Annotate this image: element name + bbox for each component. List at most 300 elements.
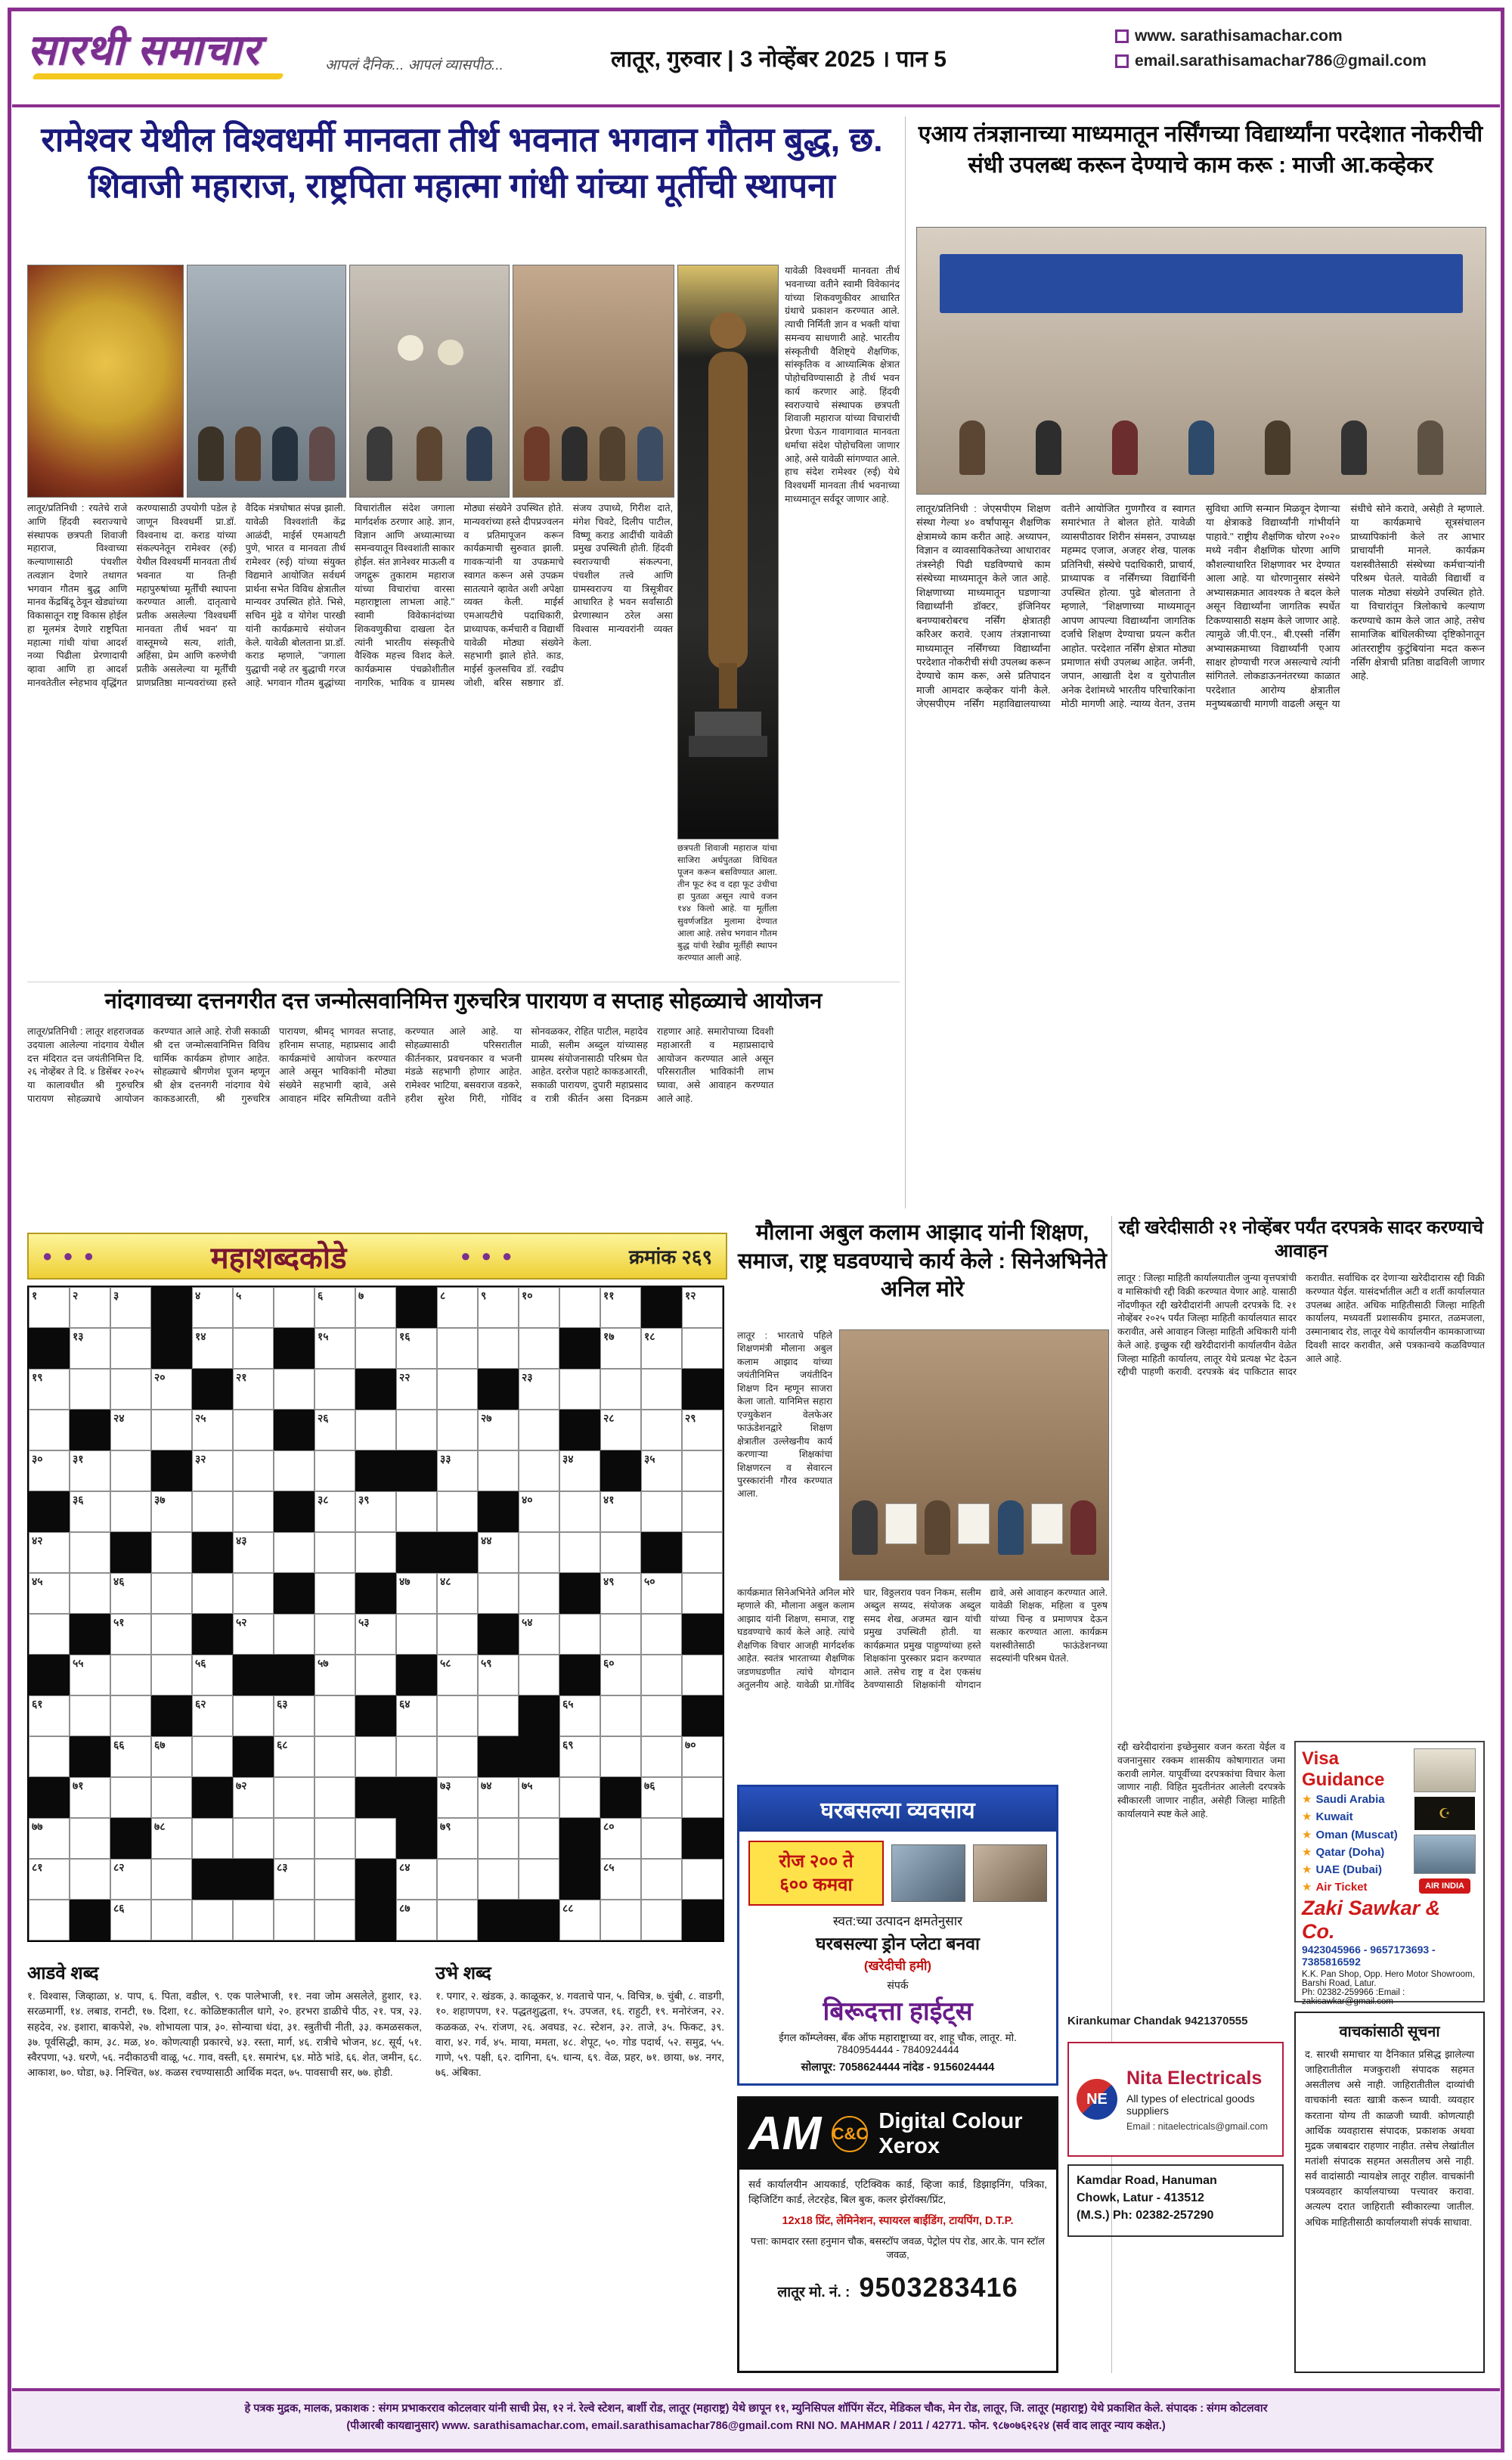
crossword-cell bbox=[192, 1491, 233, 1532]
zaki-address-1: K.K. Pan Shop, Opp. Hero Motor Showroom, Barshi Road, Latur. bbox=[1302, 1969, 1475, 1988]
crossword-black-cell bbox=[682, 1695, 723, 1736]
person-figure bbox=[198, 427, 224, 481]
crossword-cell-number: १८ bbox=[644, 1330, 655, 1342]
crossword-cell bbox=[110, 1777, 151, 1818]
dots-icon: ● ● ● bbox=[42, 1246, 98, 1265]
crossword-cell bbox=[233, 1695, 274, 1736]
visa-air-ticket-item: ★ Air Ticket bbox=[1302, 1881, 1368, 1894]
crossword-cell bbox=[151, 1410, 192, 1450]
crossword-cell bbox=[233, 1410, 274, 1450]
crossword-cell-number: ७ bbox=[358, 1289, 364, 1301]
crossword-cell bbox=[559, 1736, 600, 1777]
crossword-cell bbox=[192, 1695, 233, 1736]
crossword-black-cell bbox=[478, 1614, 519, 1655]
crossword-cell-number: १४ bbox=[195, 1330, 206, 1342]
crossword-cell bbox=[233, 1369, 274, 1410]
crossword-cell bbox=[192, 1328, 233, 1369]
cc-logo-icon: C&C bbox=[832, 2116, 868, 2152]
crossword-cell bbox=[600, 1818, 641, 1859]
crossword-cell-number: ४२ bbox=[32, 1534, 43, 1546]
crossword-cell bbox=[274, 1614, 314, 1655]
person-figure bbox=[1112, 420, 1138, 475]
person-figure bbox=[466, 427, 492, 481]
crossword-cell-number: ९ bbox=[481, 1289, 487, 1301]
footer bbox=[12, 2388, 1500, 2448]
contact-label: संपर्क bbox=[887, 1979, 909, 1992]
crossword-cell-number: ७६ bbox=[644, 1779, 655, 1791]
crossword-cell bbox=[110, 1859, 151, 1900]
masthead-underline bbox=[32, 73, 284, 79]
email-link[interactable]: email.sarathisamachar786@gmail.com bbox=[1135, 52, 1427, 70]
crossword-cell bbox=[110, 1736, 151, 1777]
crossword-cell bbox=[355, 1655, 396, 1695]
nandgaon-body: लातूर/प्रतिनिधी : लातूर शहराजवळ उदयाला आलेल्या नांदगाव येथील दत्त मंदिरात दत्त जयंतीनिमित्त दि. २६ नोव्हेंबर ते दि. ४ डिसेंबर २०२५ या कालावधीत श्री गुरुचरित्र पारायण सोहळ्याचे आयोजन करण्यात आले आहे. रोजी सकाळी श्री दत्त जन्मोत्सवानिमित्त विविध धार्मिक कार्यक्रम होणार आहेत. सोहळ्याचे श्रीगणेश पूजन म्हणून श्री क्षेत्र दत्तनगरी नांदगाव येथे काकडआरती, श्री गुरुचरित्र पारायण, श्रीमद् भागवत सप्ताह, हरिनाम सप्ताह, महाप्रसाद आदी कार्यक्रमांचे आयोजन करण्यात आले असून भाविकांनी मोठ्या संख्येने सहभागी व्हावे, असे आवाहन मंदिर समितीच्या वतीने करण्यात आले आहे. या सोहळ्यासाठी परिसरातील कीर्तनकार, प्रवचनकार व भजनी मंडळे सहभागी होणार आहेत. रामेश्वर भाटिया, बसवराज वडकरे, हरीश सुरेश गिरी, गोविंद सोनवळकर, रोहित पाटील, महादेव माळी, सलीम अब्दुल यांच्यासह ग्रामस्थ संयोजनासाठी परिश्रम घेत आहेत. दररोज पहाटे काकडआरती, सकाळी पारायण, दुपारी महाप्रसाद व रात्री कीर्तन असा दिनक्रम राहणार आहे. समारोपाच्या दिवशी महाआरती व महाप्रसादाचे आयोजन करण्यात आले असून परिसरातील भाविकांनी लाभ घ्यावा, असे आवाहन करण्यात आले आहे. bbox=[27, 1026, 774, 1104]
crossword-cell bbox=[437, 1287, 478, 1328]
crossword-black-cell bbox=[274, 1328, 314, 1369]
crossword-cell bbox=[29, 1369, 70, 1410]
crossword-cell-number: १७ bbox=[603, 1330, 615, 1342]
crossword-cell bbox=[274, 1777, 314, 1818]
crossword-cell bbox=[641, 1369, 682, 1410]
star-icon: ★ bbox=[1302, 1810, 1312, 1824]
earn-line-1: रोज २०० ते bbox=[779, 1851, 854, 1872]
crossword-cell-number: १५ bbox=[318, 1330, 329, 1342]
crossword-cell bbox=[233, 1532, 274, 1573]
crossword-cell bbox=[559, 1491, 600, 1532]
crossword-black-cell bbox=[519, 1695, 559, 1736]
nita-tagline: All types of electrical goods suppliers bbox=[1126, 2092, 1255, 2117]
nandgaon-headline: नांदगावच्या दत्तनगरीत दत्त जन्मोत्सवानिमित्त गुरुचरित्र पारायण व सप्ताह सोहळ्याचे आयोजन bbox=[104, 989, 823, 1013]
raddi-body: लातूर : जिल्हा माहिती कार्यालयातील जुन्या वृत्तपत्रांची व मासिकांची रद्दी विक्री करण्यात येणार आहे. यासाठी नोंदणीकृत रद्दी खरेदीदारांनी आपली दरपत्रके दि. २१ नोव्हेंबर २०२५ पर्यंत जिल्हा माहिती कार्यालयात सादर करावीत, असे आवाहन जिल्हा माहिती अधिकारी यांनी केले आहे. इच्छुक रद्दी खरेदीदारांनी कार्यालयीन वेळेत जिल्हा माहिती कार्यालय, लातूर येथे प्रत्यक्ष भेट देऊन रद्दीची पाहणी करावी. दरपत्रके बंद पाकिटात सादर करावीत. सर्वाधिक दर देणाऱ्या खरेदीदारास रद्दी विक्री करण्यात येईल. यासंदर्भातील अटी व शर्ती कार्यालयात उपलब्ध आहेत. अधिक माहितीसाठी जिल्हा माहिती कार्यालय, मध्यवर्ती प्रशासकीय इमारत, तळमजला, उस्मानाबाद रोड, लातूर येथे कार्यालयीन कामकाजाच्या दिवशी सादर करावीत, असे पत्रकान्वये कळविण्यात आले आहे. bbox=[1117, 1273, 1485, 1378]
crossword-cell-number: ४८ bbox=[440, 1575, 451, 1587]
crossword-cell bbox=[519, 1532, 559, 1573]
crossword-cell bbox=[396, 1410, 437, 1450]
calligraphy-image: ☪ bbox=[1414, 1797, 1475, 1830]
crossword-cell bbox=[110, 1410, 151, 1450]
crossword-cell bbox=[682, 1736, 723, 1777]
crossword-black-cell bbox=[396, 1777, 437, 1818]
nita-electricals-ad bbox=[1067, 2042, 1284, 2157]
crossword-cell bbox=[274, 1287, 314, 1328]
crossword-black-cell bbox=[233, 1655, 274, 1695]
crossword-cell bbox=[151, 1859, 192, 1900]
person-figure bbox=[959, 420, 985, 475]
crossword-black-cell bbox=[274, 1491, 314, 1532]
crossword-cell bbox=[110, 1614, 151, 1655]
am-logo: AM bbox=[748, 2108, 822, 2160]
crossword-black-cell bbox=[559, 1573, 600, 1614]
award-poster bbox=[885, 1503, 917, 1544]
ad-other-cities: सोलापूर: 7058624444 नांदेड - 9156024444 bbox=[801, 2061, 995, 2074]
crossword-cell bbox=[437, 1328, 478, 1369]
crossword-cell bbox=[29, 1287, 70, 1328]
crossword-cell-number: ५३ bbox=[358, 1616, 370, 1628]
crossword-cell bbox=[355, 1410, 396, 1450]
crossword-cell bbox=[110, 1695, 151, 1736]
crossword-cell bbox=[600, 1328, 641, 1369]
crossword-cell bbox=[151, 1777, 192, 1818]
crossword-cell bbox=[600, 1573, 641, 1614]
crossword-cell bbox=[110, 1655, 151, 1695]
kamdar-phone: (M.S.) Ph: 02382-257290 bbox=[1077, 2209, 1214, 2223]
crossword-cell bbox=[233, 1777, 274, 1818]
earn-line-2: ६०० कमवा bbox=[779, 1875, 853, 1896]
crossword-cell bbox=[641, 1491, 682, 1532]
zaki-sawkar-ad bbox=[1294, 1741, 1485, 2006]
zaki-phones: 9423045966 - 9657173693 - 7385816592 bbox=[1302, 1943, 1436, 1968]
crossword-black-cell bbox=[559, 1859, 600, 1900]
crossword-black-cell bbox=[559, 1818, 600, 1859]
crossword-cell-number: ४६ bbox=[113, 1575, 125, 1587]
crossword-cell-number: १६ bbox=[399, 1330, 411, 1342]
crossword-black-cell bbox=[70, 1736, 110, 1777]
crossword-cell bbox=[29, 1859, 70, 1900]
crossword-cell-number: ७० bbox=[685, 1739, 696, 1751]
crossword-cell-number: १२ bbox=[685, 1289, 696, 1301]
crossword-cell bbox=[437, 1818, 478, 1859]
crossword-black-cell bbox=[110, 1532, 151, 1573]
crossword-cell-number: ४९ bbox=[603, 1575, 615, 1587]
crossword-title: महाशब्दकोडे bbox=[210, 1241, 347, 1275]
people-figures bbox=[934, 420, 1469, 475]
crossword-cell bbox=[519, 1859, 559, 1900]
crossword-cell bbox=[437, 1491, 478, 1532]
crossword-cell bbox=[151, 1614, 192, 1655]
crossword-cell bbox=[478, 1532, 519, 1573]
gharbaslya-ad-title: घरबसल्या व्यवसाय bbox=[739, 1787, 1056, 1832]
crossword-cell bbox=[559, 1532, 600, 1573]
visa-country-item: ★ Oman (Muscat) bbox=[1302, 1828, 1398, 1841]
crossword-black-cell bbox=[192, 1532, 233, 1573]
crossword-cell-number: ४७ bbox=[399, 1575, 411, 1587]
gandhi-statue-photo bbox=[677, 265, 779, 839]
crossword-cell-number: २७ bbox=[481, 1412, 492, 1424]
crossword-black-cell bbox=[192, 1859, 233, 1900]
crossword-cell bbox=[314, 1573, 355, 1614]
crossword-cell bbox=[233, 1450, 274, 1491]
crossword-black-cell bbox=[641, 1532, 682, 1573]
crossword-black-cell bbox=[396, 1287, 437, 1328]
crossword-cell-number: ६६ bbox=[113, 1739, 125, 1751]
crossword-black-cell bbox=[192, 1614, 233, 1655]
birudatta-brand: बिरूदत्ता हाईट्स bbox=[823, 1997, 973, 2027]
crossword-cell bbox=[192, 1450, 233, 1491]
crossword-cell bbox=[151, 1532, 192, 1573]
crossword-cell bbox=[396, 1736, 437, 1777]
crossword-cell bbox=[274, 1532, 314, 1573]
crossword-cell bbox=[682, 1450, 723, 1491]
crossword-black-cell bbox=[600, 1450, 641, 1491]
crossword-cell bbox=[437, 1777, 478, 1818]
crossword-cell bbox=[314, 1450, 355, 1491]
crossword-cell bbox=[396, 1369, 437, 1410]
maulana-body-left: लातूर : भारताचे पहिले शिक्षणमंत्री मौलाना अबुल कलाम आझाद यांच्या जयंतीनिमित्त जयंतीदिन शिक्षण दिन म्हणून साजरा केला जातो. यानिमित्त सहारा एज्युकेशन वेलफेअर फाऊंडेशनद्वारे शिक्षण क्षेत्रातील उल्लेखनीय कार्य करणाऱ्या शिक्षकांचा शिक्षणरत्न व सेवारत्न पुरस्कारांनी गौरव करण्यात आला. bbox=[737, 1330, 832, 1500]
emblem-image bbox=[1414, 1748, 1476, 1792]
kamdar-address-box bbox=[1067, 2164, 1284, 2237]
buddha-statue-photo bbox=[27, 265, 184, 498]
crossword-cell bbox=[274, 1900, 314, 1940]
garlanding-photo bbox=[513, 265, 674, 498]
crossword-cell-number: ७२ bbox=[236, 1779, 247, 1791]
website-row bbox=[1115, 27, 1493, 45]
crossword-cell-number: ४ bbox=[195, 1289, 201, 1301]
ai-article-headline: एआय तंत्रज्ञानाच्या माध्यमातून नर्सिंगच्या विद्यार्थ्यांना परदेशात नोकरीची संधी उपलब्ध करून देण्याचे काम करू : माजी आ.कव्हेकर bbox=[918, 122, 1483, 178]
crossword-black-cell bbox=[641, 1287, 682, 1328]
crossword-cell bbox=[274, 1736, 314, 1777]
crossword-cell bbox=[682, 1859, 723, 1900]
crossword-cell bbox=[110, 1491, 151, 1532]
crossword-cell bbox=[29, 1410, 70, 1450]
notice-title: वाचकांसाठी सूचना bbox=[1339, 2024, 1440, 2040]
crossword-cell-number: ८८ bbox=[562, 1902, 574, 1914]
crossword-cell bbox=[192, 1410, 233, 1450]
crossword-cell bbox=[600, 1695, 641, 1736]
kirankumar-contact: Kirankumar Chandak 9421370555 bbox=[1067, 2015, 1248, 2027]
crossword-cell-number: ७३ bbox=[440, 1779, 451, 1791]
crossword-cell bbox=[70, 1573, 110, 1614]
visa-country-item: ★ Kuwait bbox=[1302, 1810, 1353, 1824]
statue-caption: छत्रपती शिवाजी महाराज यांचा साजिरा अर्धपुतळा विधिवत पूजन करून बसविण्यात आला. तीन फूट रुंद व दहा फूट उंचीचा हा पुतळा असून त्याचे वजन १४४ किलो आहे. या मूर्तीला सुवर्णजडित मुलामा देण्यात आला आहे. तसेच भगवान गौतम बुद्ध यांची रेखीव मूर्तीही स्थापन करण्यात आली आहे. bbox=[677, 844, 777, 963]
crossword-black-cell bbox=[233, 1859, 274, 1900]
crossword-black-cell bbox=[396, 1532, 437, 1573]
header-divider bbox=[12, 104, 1500, 107]
crossword-cell bbox=[600, 1491, 641, 1532]
crossword-cell bbox=[641, 1450, 682, 1491]
crossword-cell bbox=[437, 1900, 478, 1940]
person-figure bbox=[562, 427, 587, 481]
crossword-cell bbox=[314, 1777, 355, 1818]
crossword-cell-number: ३० bbox=[32, 1453, 43, 1465]
person-figure bbox=[1341, 420, 1367, 475]
crossword-cell-number: ८१ bbox=[32, 1861, 43, 1873]
crossword-cell-number: २१ bbox=[236, 1371, 247, 1383]
crossword-cell bbox=[641, 1736, 682, 1777]
crossword-cell bbox=[437, 1410, 478, 1450]
star-icon: ★ bbox=[1302, 1845, 1312, 1859]
crossword-cell-number: ७९ bbox=[440, 1820, 451, 1832]
am-address-line: पत्ता: कामदार रस्ता हनुमान चौक, बसस्टॉप जवळ, पेट्रोल पंप रोड, आर.के. पान स्टॉल जवळ, bbox=[751, 2235, 1045, 2261]
crossword-cell bbox=[314, 1328, 355, 1369]
crossword-black-cell bbox=[355, 1900, 396, 1940]
crossword-cell bbox=[559, 1695, 600, 1736]
zaki-brand: Zaki Sawkar & Co. bbox=[1302, 1896, 1441, 1943]
crossword-cell bbox=[29, 1614, 70, 1655]
crossword-cell-number: ५० bbox=[644, 1575, 655, 1587]
crossword-cell bbox=[519, 1450, 559, 1491]
crossword-cell bbox=[355, 1532, 396, 1573]
crossword-cell bbox=[29, 1736, 70, 1777]
crossword-cell bbox=[314, 1818, 355, 1859]
crossword-cell-number: ७८ bbox=[154, 1820, 166, 1832]
person-figure bbox=[524, 427, 550, 481]
visa-guidance-title: Visa Guidance bbox=[1302, 1748, 1385, 1790]
crossword-cell-number: ७१ bbox=[73, 1779, 84, 1791]
crossword-cell bbox=[437, 1859, 478, 1900]
crossword-cell bbox=[233, 1818, 274, 1859]
person-figure bbox=[417, 427, 442, 481]
crossword-cell-number: ७४ bbox=[481, 1779, 492, 1791]
crossword-cell-number: ८३ bbox=[277, 1861, 288, 1873]
crossword-cell bbox=[519, 1573, 559, 1614]
crossword-cell bbox=[314, 1900, 355, 1940]
crossword-cell bbox=[151, 1573, 192, 1614]
person-figure bbox=[925, 1500, 950, 1555]
crossword-cell bbox=[314, 1859, 355, 1900]
crossword-cell bbox=[396, 1695, 437, 1736]
crossword-cell-number: १९ bbox=[32, 1371, 43, 1383]
person-figure bbox=[1070, 1500, 1096, 1555]
crossword-cell-number: ६१ bbox=[32, 1698, 43, 1710]
crossword-cell bbox=[519, 1369, 559, 1410]
crossword-cell bbox=[314, 1736, 355, 1777]
star-icon: ★ bbox=[1302, 1881, 1312, 1894]
crossword-cell-number: ६२ bbox=[195, 1698, 206, 1710]
person-figure bbox=[272, 427, 298, 481]
reader-notice-box bbox=[1294, 2012, 1485, 2373]
crossword-cell-number: ७५ bbox=[522, 1779, 533, 1791]
crossword-cell bbox=[641, 1655, 682, 1695]
crossword-cell bbox=[233, 1287, 274, 1328]
person-figure bbox=[1036, 420, 1061, 475]
crossword-cell-number: ४३ bbox=[236, 1534, 247, 1546]
crossword-cell bbox=[682, 1491, 723, 1532]
am-print-line: 12x18 प्रिंट, लेमिनेशन, स्पायरल बाईंडिंग, टायपिंग, D.T.P. bbox=[782, 2215, 1014, 2228]
crossword-cell bbox=[437, 1655, 478, 1695]
crossword-cell-number: ६५ bbox=[562, 1698, 574, 1710]
crossword-black-cell bbox=[29, 1655, 70, 1695]
crossword-number: क्रमांक २६९ bbox=[628, 1246, 712, 1268]
crossword-cell bbox=[314, 1410, 355, 1450]
crossword-cell-number: ६७ bbox=[154, 1739, 166, 1751]
crossword-cell bbox=[641, 1614, 682, 1655]
crossword-black-cell bbox=[682, 1614, 723, 1655]
crossword-grid bbox=[27, 1286, 724, 1942]
crossword-black-cell bbox=[70, 1900, 110, 1940]
website-link[interactable]: www. sarathisamachar.com bbox=[1135, 27, 1343, 45]
ad-product-photo bbox=[891, 1844, 965, 1902]
crossword-cell bbox=[70, 1450, 110, 1491]
crossword-cell bbox=[600, 1532, 641, 1573]
person-figure bbox=[1265, 420, 1290, 475]
crossword-cell bbox=[478, 1695, 519, 1736]
statue-figure-icon bbox=[683, 270, 773, 799]
crossword-cell-number: ३४ bbox=[562, 1453, 574, 1465]
crossword-cell bbox=[641, 1818, 682, 1859]
crossword-cell bbox=[437, 1369, 478, 1410]
crossword-cell bbox=[519, 1777, 559, 1818]
person-figure bbox=[235, 427, 261, 481]
crossword-cell bbox=[559, 1777, 600, 1818]
crossword-cell-number: ५२ bbox=[236, 1616, 247, 1628]
crossword-cell bbox=[110, 1450, 151, 1491]
crossword-black-cell bbox=[29, 1328, 70, 1369]
crossword-black-cell bbox=[478, 1736, 519, 1777]
crossword-cell-number: २ bbox=[73, 1289, 79, 1301]
crossword-cell-number: ६० bbox=[603, 1657, 615, 1669]
crossword-cell-number: ५७ bbox=[318, 1657, 329, 1669]
am-xerox-ad bbox=[737, 2096, 1058, 2373]
crossword-cell bbox=[559, 1900, 600, 1940]
crossword-cell bbox=[641, 1859, 682, 1900]
crossword-cell bbox=[233, 1491, 274, 1532]
crossword-cell bbox=[519, 1287, 559, 1328]
people-figures bbox=[192, 427, 340, 481]
bust-unveiling-photo bbox=[349, 265, 510, 498]
crossword-cell bbox=[29, 1573, 70, 1614]
crossword-cell-number: ६८ bbox=[277, 1739, 288, 1751]
crossword-cell bbox=[641, 1573, 682, 1614]
bullet-square-icon bbox=[1115, 54, 1129, 68]
crossword-cell-number: ८७ bbox=[399, 1902, 411, 1914]
crossword-black-cell bbox=[682, 1900, 723, 1940]
crossword-cell bbox=[274, 1450, 314, 1491]
event-banner bbox=[940, 254, 1463, 312]
crossword-cell bbox=[355, 1614, 396, 1655]
crossword-cell bbox=[192, 1736, 233, 1777]
footer-imprint-line: हे पत्रक मुद्रक, मालक, प्रकाशक : संगम प्रभाकरराव कोटलवार यांनी साची प्रेस, १२ नं. रेल्वे स्टेशन, बार्शी रोड, लातूर (महाराष्ट्र) येथे छापून ११, म्युनिसिपल शॉपिंग सेंटर, मेडिकल चौक, मेन रोड, लातूर, जि. लातूर (महाराष्ट्र) येथे प्रकाशित केले. संपादक : संगम कोटलवार bbox=[244, 2403, 1268, 2415]
crossword-black-cell bbox=[519, 1900, 559, 1940]
crossword-cell-number: २४ bbox=[113, 1412, 125, 1424]
crossword-cell-number: ३९ bbox=[358, 1494, 370, 1506]
crossword-cell-number: ७७ bbox=[32, 1820, 43, 1832]
bullet-square-icon bbox=[1115, 29, 1129, 43]
crossword-cell bbox=[29, 1532, 70, 1573]
crossword-cell bbox=[559, 1614, 600, 1655]
crossword-cell bbox=[355, 1736, 396, 1777]
crossword-cell bbox=[600, 1369, 641, 1410]
visa-country-item: ★ Qatar (Doha) bbox=[1302, 1845, 1385, 1859]
crossword-cell bbox=[641, 1695, 682, 1736]
crossword-cell bbox=[314, 1695, 355, 1736]
gharbaslya-ad bbox=[737, 1785, 1058, 2086]
crossword-cell bbox=[70, 1655, 110, 1695]
crossword-black-cell bbox=[355, 1369, 396, 1410]
crossword-cell bbox=[70, 1491, 110, 1532]
am-phone-label: लातूर मो. नं. : bbox=[777, 2285, 850, 2301]
footer-rni-line: (पीआरबी कायद्यानुसार) www. sarathisamachar.com, email.sarathisamachar786@gmail.com RNI NO. MAHMAR / 2011 / 42771. फोन. ९८७०७६२६२४ (सर्व वाद लातूर न्याय कक्षेत.) bbox=[346, 2420, 1166, 2433]
crossword-cell bbox=[233, 1614, 274, 1655]
crossword-cell bbox=[519, 1818, 559, 1859]
crossword-cell-number: ८० bbox=[603, 1820, 615, 1832]
crossword-cell bbox=[314, 1655, 355, 1695]
crossword-cell bbox=[151, 1818, 192, 1859]
buildings-image bbox=[1414, 1835, 1476, 1874]
people-figures bbox=[848, 1500, 1101, 1555]
crossword-cell bbox=[233, 1900, 274, 1940]
crossword-black-cell bbox=[70, 1410, 110, 1450]
crossword-cell bbox=[110, 1287, 151, 1328]
crossword-cell-number: ३१ bbox=[73, 1453, 84, 1465]
crossword-cell-number: ५९ bbox=[481, 1657, 492, 1669]
person-figure bbox=[1418, 420, 1443, 475]
crossword-cell-number: ११ bbox=[603, 1289, 615, 1301]
crossword-black-cell bbox=[274, 1573, 314, 1614]
crossword-cell-number: ५१ bbox=[113, 1616, 125, 1628]
crossword-black-cell bbox=[70, 1614, 110, 1655]
email-row bbox=[1115, 52, 1493, 70]
crossword-black-cell bbox=[355, 1695, 396, 1736]
crossword-cell bbox=[151, 1369, 192, 1410]
crossword-cell bbox=[519, 1614, 559, 1655]
crossword-cell bbox=[70, 1287, 110, 1328]
crossword-cell bbox=[396, 1328, 437, 1369]
crossword-cell bbox=[29, 1818, 70, 1859]
crossword-cell-number: ३ bbox=[113, 1289, 119, 1301]
crossword-cell bbox=[151, 1655, 192, 1695]
crossword-cell bbox=[478, 1859, 519, 1900]
crossword-cell-number: २५ bbox=[195, 1412, 206, 1424]
crossword-cell bbox=[600, 1736, 641, 1777]
